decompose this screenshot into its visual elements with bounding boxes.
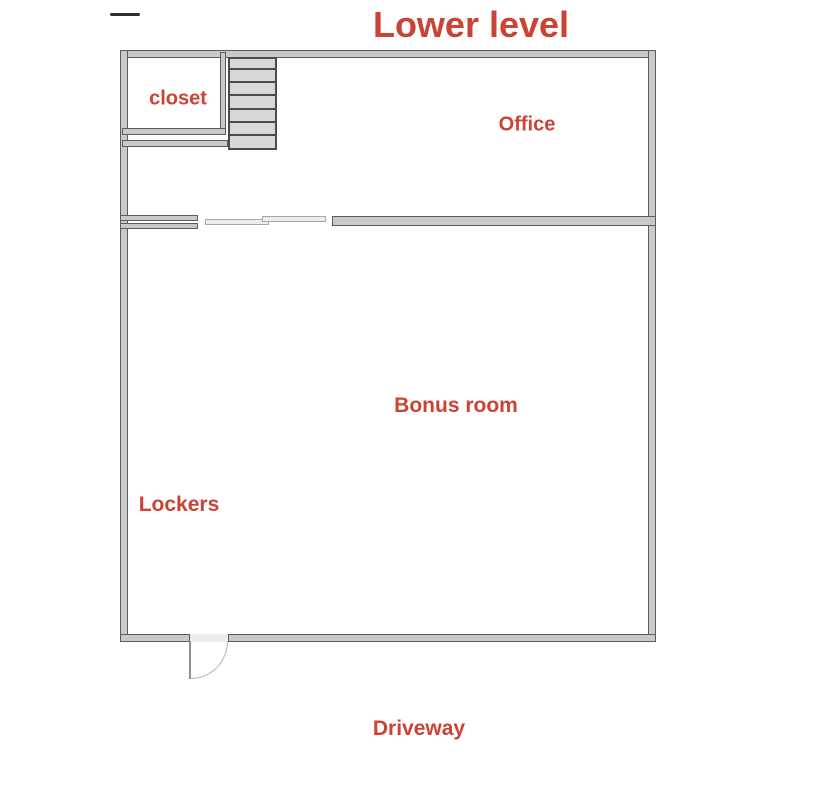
page-title: Lower level	[372, 4, 570, 45]
wall-left	[120, 50, 128, 642]
divider-wall-right	[332, 216, 656, 226]
wall-right	[648, 50, 656, 642]
stair-tread	[230, 108, 275, 110]
stair-tread	[230, 81, 275, 83]
dash-mark	[110, 13, 140, 16]
room-label-lockers: Lockers	[138, 493, 220, 516]
outside-label-driveway: Driveway	[372, 717, 466, 740]
hall-wall	[122, 140, 228, 147]
stair-tread	[230, 121, 275, 123]
sliding-door-panel-left	[205, 219, 269, 225]
stair-tread	[230, 68, 275, 70]
wall-bottom-left	[120, 634, 190, 642]
divider-wall-left-lower	[120, 223, 198, 229]
room-label-office: Office	[498, 113, 556, 136]
closet-wall-right	[220, 52, 226, 135]
divider-wall-left-upper	[120, 215, 198, 221]
room-label-closet: closet	[149, 87, 207, 110]
stair-tread	[230, 134, 275, 136]
closet-wall-bottom	[122, 128, 226, 135]
door-swing-arc	[191, 641, 228, 679]
wall-bottom-right	[228, 634, 656, 642]
staircase-icon	[228, 57, 277, 150]
sliding-door-panel-right	[262, 216, 326, 222]
room-label-bonus-room: Bonus room	[394, 394, 518, 417]
wall-top	[120, 50, 656, 58]
stair-tread	[230, 94, 275, 96]
